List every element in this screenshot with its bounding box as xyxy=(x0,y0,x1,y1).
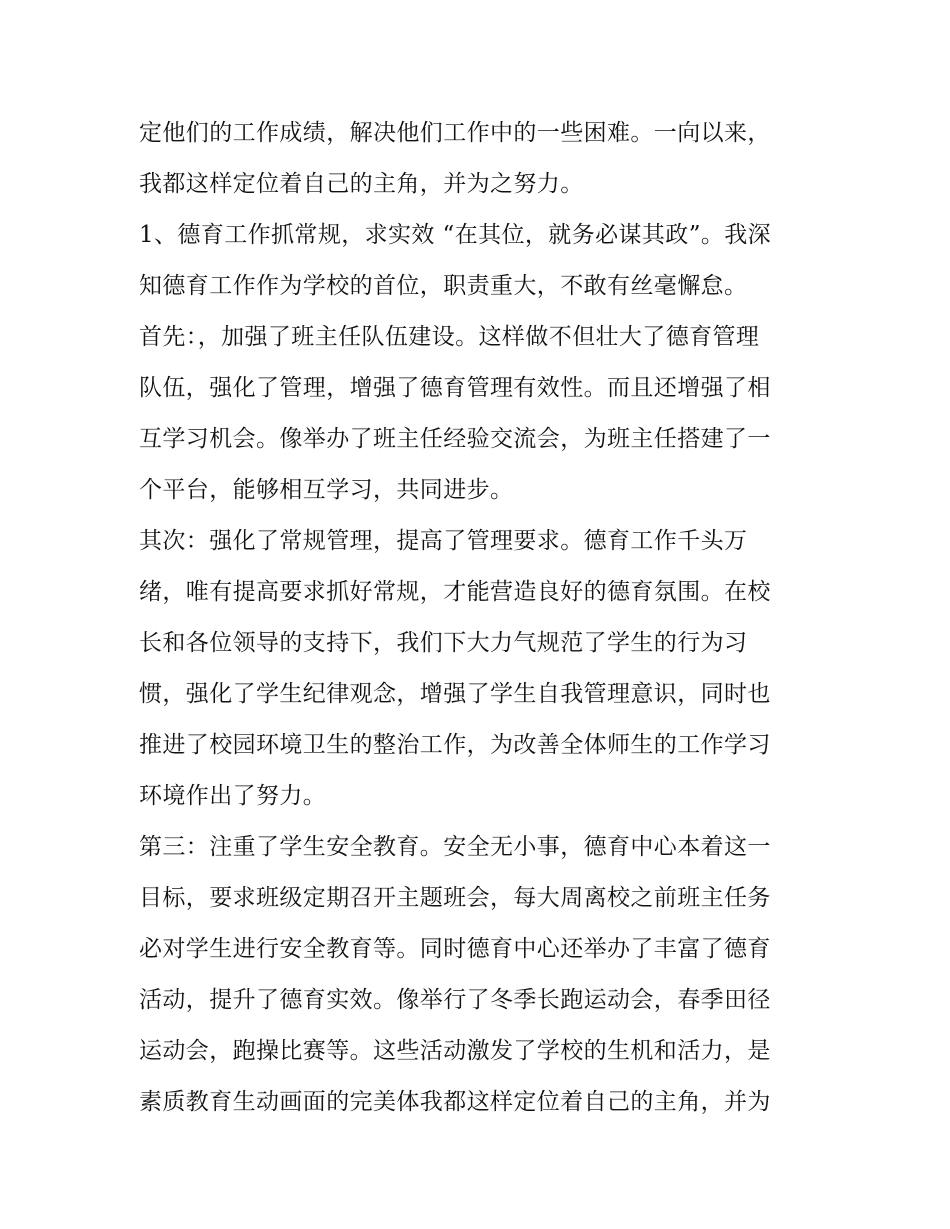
text-line: 我都这样定位着自己的主角，并为之努力。 xyxy=(139,171,584,197)
text-line: 长和各位领导的支持下，我们下大力气规范了学生的行为习 xyxy=(139,630,748,656)
text-line: 目标，要求班级定期召开主题班会，每大周离校之前班主任务 xyxy=(139,885,771,911)
text-line: 惯，强化了学生纪律观念，增强了学生自我管理意识，同时也 xyxy=(139,681,771,707)
text-line: 绪，唯有提高要求抓好常规，才能营造良好的德育氛围。在校 xyxy=(139,579,771,605)
text-line: 素质教育生动画面的完美体我都这样定位着自己的主角，并为 xyxy=(139,1089,771,1115)
text-line: 第三：注重了学生安全教育。安全无小事，德育中心本着这一 xyxy=(139,834,771,860)
text-line: 个平台，能够相互学习，共同进步。 xyxy=(139,477,514,503)
text-line: 知德育工作作为学校的首位，职责重大，不敢有丝毫懈怠。 xyxy=(139,273,748,299)
text-line: 其次：强化了常规管理，提高了管理要求。德育工作千头万 xyxy=(139,528,748,554)
text-line: 活动，提升了德育实效。像举行了冬季长跑运动会，春季田径 xyxy=(139,987,771,1013)
text-line: 队伍，强化了管理，增强了德育管理有效性。而且还增强了相 xyxy=(139,375,771,401)
text-line: 首先：，加强了班主任队伍建设。这样做不但壮大了德育管理 xyxy=(139,324,760,350)
body-text xyxy=(139,108,819,1128)
text-line: 必对学生进行安全教育等。同时德育中心还举办了丰富了德育 xyxy=(139,936,771,962)
text-line: 互学习机会。像举办了班主任经验交流会，为班主任搭建了一 xyxy=(139,426,771,452)
text-line: 定他们的工作成绩，解决他们工作中的一些困难。一向以来， xyxy=(139,120,771,146)
text-line: 运动会，跑操比赛等。这些活动激发了学校的生机和活力，是 xyxy=(139,1038,771,1064)
text-line: 推进了校园环境卫生的整治工作，为改善全体师生的工作学习 xyxy=(139,732,771,758)
text-line: 环境作出了努力。 xyxy=(139,783,327,809)
text-line: 1、德育工作抓常规，求实效 “在其位，就务必谋其政”。我深 xyxy=(139,222,772,248)
